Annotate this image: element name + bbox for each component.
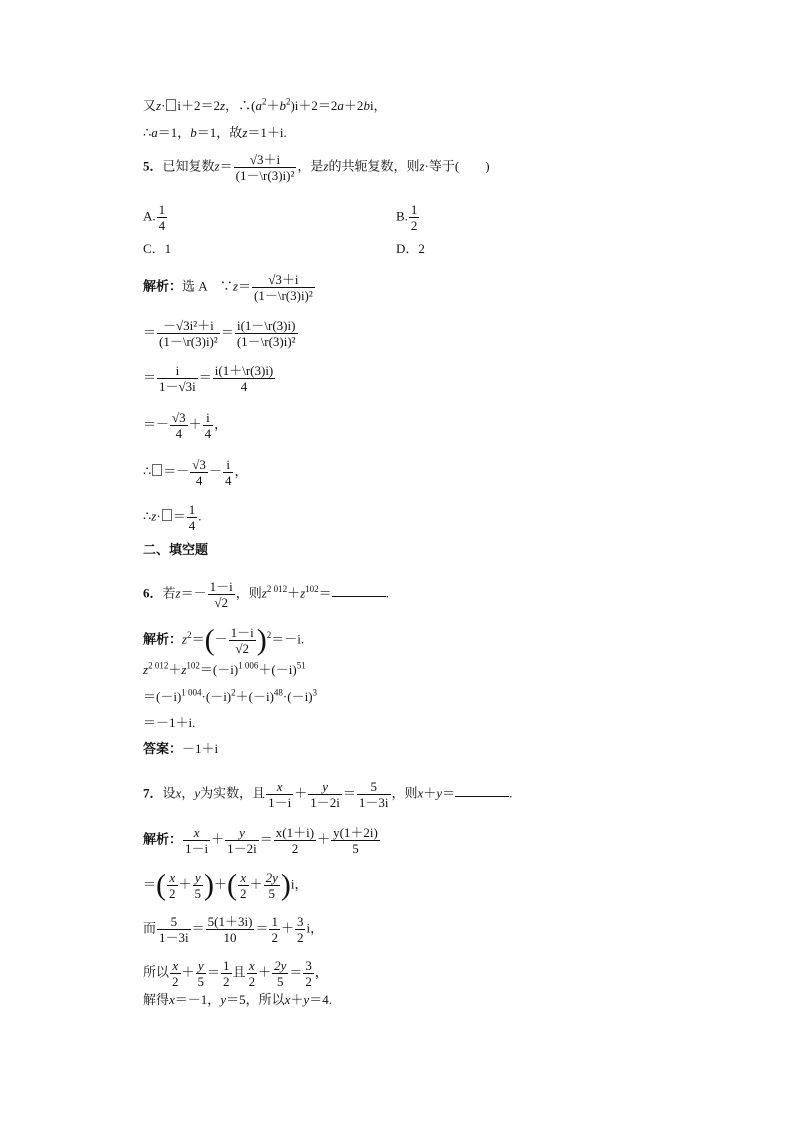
text: ＝(－i) xyxy=(143,689,182,704)
fraction xyxy=(157,914,191,945)
text: 选 A ∵ xyxy=(182,278,233,294)
missing-glyph-icon xyxy=(152,464,162,476)
fraction xyxy=(357,779,391,810)
numerator: 3 xyxy=(296,914,304,929)
denominator: 4 xyxy=(224,473,232,488)
answer-head: 答案： xyxy=(143,741,183,756)
denominator: (1－\r(3)i)² xyxy=(236,334,296,349)
numerator: x xyxy=(247,958,258,974)
denominator: √2 xyxy=(214,595,228,610)
text: ＋ xyxy=(211,831,225,847)
solution-line xyxy=(143,363,276,394)
text: ＝1，故 xyxy=(196,125,243,140)
text: ＋2 xyxy=(343,98,364,113)
text: ＋ xyxy=(258,964,272,980)
option-c: C．1 xyxy=(143,241,172,256)
denominator: 5 xyxy=(276,974,284,989)
numerator: 5 xyxy=(157,914,191,930)
numerator: 1 xyxy=(410,202,418,217)
numerator: 2y xyxy=(265,870,278,885)
var: z xyxy=(143,662,149,677)
text: ＝ xyxy=(172,508,186,524)
option-b xyxy=(396,202,420,233)
var: z xyxy=(175,585,181,601)
var: a xyxy=(151,125,158,140)
fraction xyxy=(183,825,210,856)
text: ＋ xyxy=(178,876,192,892)
numerator: x xyxy=(167,870,178,886)
denominator: 2 xyxy=(240,886,247,901)
numerator: －√3i²＋i xyxy=(157,318,220,334)
text: 解得 xyxy=(143,992,170,1007)
numerator: i(1＋\r(3)i) xyxy=(214,363,274,378)
text: ＝ xyxy=(238,278,252,294)
solution-line xyxy=(143,125,287,141)
denominator: 1－2i xyxy=(310,795,340,810)
text: ＋ xyxy=(294,785,308,801)
text: )i＋2＝2 xyxy=(290,98,338,113)
question-number: 7． xyxy=(143,785,163,801)
fraction xyxy=(196,958,207,989)
question-5 xyxy=(143,152,490,183)
denominator: 1－2i xyxy=(227,841,257,856)
text: ＋(－i) xyxy=(258,662,297,677)
denominator: 2 xyxy=(410,218,418,233)
exponent: 102 xyxy=(186,660,200,671)
solution-line xyxy=(143,870,307,901)
denominator: 4 xyxy=(195,473,203,488)
text: 已知复数 xyxy=(162,158,215,174)
denominator: 1－i xyxy=(185,841,209,856)
text: ＝ xyxy=(220,324,234,340)
fraction xyxy=(157,363,198,394)
text: . xyxy=(509,785,513,801)
fraction xyxy=(272,958,288,989)
numerator: √3＋i xyxy=(252,272,315,288)
fraction xyxy=(225,825,259,856)
solution-line xyxy=(143,914,323,945)
numerator: 2y xyxy=(274,958,287,973)
text: ＋ xyxy=(423,785,437,801)
question-6 xyxy=(143,579,389,610)
fraction xyxy=(221,958,232,989)
text: ＝ xyxy=(289,964,303,980)
var: z xyxy=(156,98,162,113)
denominator: 4 xyxy=(175,426,183,441)
numerator: √3 xyxy=(172,410,186,425)
var: y xyxy=(194,785,201,801)
solution-line: ＝－1＋i. xyxy=(143,715,196,730)
fraction xyxy=(264,870,280,901)
exponent: 3 xyxy=(312,687,318,698)
text: ＝ xyxy=(442,785,456,801)
exponent: 2 xyxy=(231,687,236,698)
denominator: (1－\r(3)i)² xyxy=(235,168,295,183)
text: ＋ xyxy=(181,964,195,980)
var: z xyxy=(323,158,329,174)
solution-head: 解析： xyxy=(143,278,183,294)
paren: ) xyxy=(204,868,215,902)
paren: ) xyxy=(280,868,291,902)
numerator: x xyxy=(238,870,249,886)
solution-line xyxy=(143,825,381,856)
denominator: 2 xyxy=(271,930,278,945)
text: ＝5，所以 xyxy=(226,992,285,1007)
solution-head: 解析： xyxy=(143,631,183,647)
solution-head: 解析： xyxy=(143,831,183,847)
text: ＝ xyxy=(191,631,205,647)
var: z xyxy=(220,98,226,113)
fraction xyxy=(266,779,293,810)
denominator: 4 xyxy=(188,518,196,533)
solution-line xyxy=(143,662,306,678)
var: z xyxy=(261,585,267,601)
text: ＋ xyxy=(214,876,228,892)
numerator: 1 xyxy=(188,502,196,517)
text: 若 xyxy=(162,585,176,601)
denominator: 2 xyxy=(169,886,176,901)
solution-line xyxy=(143,318,299,349)
solution-line xyxy=(143,992,332,1008)
text: ∴ xyxy=(143,463,152,479)
text: ， xyxy=(314,964,328,980)
var: z xyxy=(419,158,425,174)
solution-line xyxy=(143,272,316,303)
text: . xyxy=(385,585,389,601)
exponent: 2 xyxy=(187,630,192,641)
fraction xyxy=(409,202,420,233)
question-number: 5． xyxy=(143,158,163,174)
text: ＝ xyxy=(255,920,269,936)
answer-blank xyxy=(455,784,509,797)
exponent: 2 xyxy=(266,630,272,641)
text: ＝ xyxy=(198,369,212,385)
text: ，∴( xyxy=(225,98,256,113)
denominator: 2 xyxy=(172,974,179,989)
text: ＋(－i) xyxy=(235,689,274,704)
fraction xyxy=(247,958,258,989)
numerator: x(1＋i) xyxy=(275,825,315,840)
numerator: y xyxy=(308,779,342,795)
var: x xyxy=(417,785,424,801)
var: z xyxy=(214,158,220,174)
text: · xyxy=(424,158,429,174)
numerator: 1－i xyxy=(230,625,254,640)
fraction xyxy=(190,457,208,488)
exponent: 1 004 xyxy=(181,687,202,698)
var: y xyxy=(303,992,310,1007)
numerator: x xyxy=(266,779,293,795)
var: x xyxy=(169,992,175,1007)
text: ， xyxy=(214,416,228,432)
denominator: 4 xyxy=(158,218,166,233)
text: ＝－i. xyxy=(271,631,305,647)
numerator: x xyxy=(170,958,181,974)
numerator: 5 xyxy=(357,779,391,795)
answer-value: －1＋i xyxy=(182,741,219,756)
fraction xyxy=(206,914,255,945)
fraction xyxy=(234,152,297,183)
var: z xyxy=(182,631,188,647)
fraction xyxy=(238,870,249,901)
numerator: x xyxy=(183,825,210,841)
var: a xyxy=(337,98,344,113)
numerator: i xyxy=(203,410,214,426)
missing-glyph-icon xyxy=(162,509,172,521)
text: ＝ xyxy=(207,964,221,980)
numerator: 1 xyxy=(271,914,278,929)
option-label: B. xyxy=(396,208,408,224)
text: ＋ xyxy=(290,992,304,1007)
text: ， xyxy=(234,463,248,479)
denominator: 2 xyxy=(291,841,299,856)
solution-line xyxy=(143,689,317,705)
text: 且 xyxy=(232,964,246,980)
text: 为实数，且 xyxy=(200,785,266,801)
exponent: 1 006 xyxy=(238,660,259,671)
var: x xyxy=(284,992,291,1007)
denominator: 5 xyxy=(268,886,275,901)
paren: ( xyxy=(204,623,215,657)
fraction xyxy=(157,318,220,349)
paren: ( xyxy=(156,868,167,902)
var: b xyxy=(363,98,370,113)
option-d: D．2 xyxy=(396,241,425,256)
text: ， xyxy=(297,158,311,174)
fraction xyxy=(170,410,188,441)
denominator: 4 xyxy=(240,379,248,394)
fraction xyxy=(229,625,256,656)
fraction xyxy=(167,870,178,901)
text: ＝ xyxy=(259,831,273,847)
solution-line xyxy=(143,958,328,989)
numerator: 1 xyxy=(223,958,230,973)
text: 等于( ) xyxy=(428,158,490,174)
fraction xyxy=(223,457,234,488)
var: z xyxy=(151,508,157,524)
denominator: 1－3i xyxy=(159,930,189,945)
text: ∴ xyxy=(143,125,152,140)
text: 又 xyxy=(143,98,157,113)
exponent: 2 xyxy=(261,96,267,107)
fraction xyxy=(295,914,306,945)
text: ＝－1， xyxy=(174,992,221,1007)
paren: ( xyxy=(227,868,238,902)
text: · xyxy=(156,508,161,524)
numerator: 5(1＋3i) xyxy=(207,914,253,929)
fraction xyxy=(274,825,316,856)
text: ＋ xyxy=(317,831,331,847)
option-label: A. xyxy=(143,208,156,224)
paren: ) xyxy=(256,623,267,657)
question-7 xyxy=(143,779,512,810)
fraction xyxy=(193,870,204,901)
answer-line xyxy=(143,741,218,757)
text: 是 xyxy=(310,158,324,174)
numerator: i xyxy=(157,363,198,379)
solution-line xyxy=(143,457,247,488)
exponent: 51 xyxy=(296,660,306,671)
numerator: y(1＋2i) xyxy=(333,825,378,840)
text: ＋ xyxy=(266,98,280,113)
text: i， xyxy=(306,920,324,936)
text: ，则 xyxy=(235,585,262,601)
denominator: 2 xyxy=(305,974,312,989)
text: ＝ xyxy=(143,876,157,892)
fraction xyxy=(269,914,280,945)
text: ＝1， xyxy=(157,125,191,140)
denominator: (1－\r(3)i)² xyxy=(254,288,313,303)
fraction xyxy=(187,502,198,533)
fraction xyxy=(208,579,235,610)
text: ＝－ xyxy=(143,416,170,432)
var: z xyxy=(242,125,248,140)
var: y xyxy=(220,992,227,1007)
text: ＝ xyxy=(318,585,332,601)
numerator: √3＋i xyxy=(234,152,297,168)
text: ＝ xyxy=(342,785,356,801)
denominator: 1－i xyxy=(268,795,292,810)
denominator: 2 xyxy=(248,974,256,989)
solution-line xyxy=(143,625,304,656)
denominator: 1－3i xyxy=(358,795,389,810)
denominator: 5 xyxy=(352,841,359,856)
text: ＋ xyxy=(287,585,301,601)
text: ＋ xyxy=(168,662,182,677)
fraction xyxy=(252,272,315,303)
denominator: 1－√3i xyxy=(159,379,196,394)
section-title: 二、填空题 xyxy=(143,542,209,557)
text: 而 xyxy=(143,920,157,936)
var: b xyxy=(190,125,197,140)
numerator: 1－i xyxy=(209,579,233,594)
denominator: 4 xyxy=(204,426,212,441)
numerator: 3 xyxy=(305,958,312,973)
text: ＋ xyxy=(280,920,294,936)
fraction xyxy=(203,410,214,441)
text: ＝ xyxy=(191,920,205,936)
var: z xyxy=(232,278,238,294)
denominator: 10 xyxy=(223,930,237,945)
var: y xyxy=(436,785,443,801)
fraction xyxy=(331,825,380,856)
exponent: 2 012 xyxy=(148,660,169,671)
solution-line xyxy=(143,410,227,441)
text: ＝－ xyxy=(163,463,190,479)
denominator: 2 xyxy=(223,974,230,989)
answer-blank xyxy=(332,584,386,597)
text: ＋ xyxy=(188,416,202,432)
fraction xyxy=(170,958,181,989)
text: ·(－i) xyxy=(201,689,232,704)
solution-line xyxy=(143,98,387,114)
fraction xyxy=(303,958,314,989)
text: ＝(－i) xyxy=(199,662,239,677)
exponent: 2 012 xyxy=(266,584,288,595)
numerator: y xyxy=(225,825,259,841)
fraction xyxy=(213,363,275,394)
fraction xyxy=(308,779,342,810)
text: · xyxy=(161,98,166,113)
exponent: 48 xyxy=(273,687,283,698)
text: 所以 xyxy=(143,964,170,980)
text: ∴ xyxy=(143,508,152,524)
text: i＋2＝2 xyxy=(177,98,221,113)
solution-line xyxy=(143,502,201,533)
text: ·(－i) xyxy=(282,689,313,704)
text: － xyxy=(208,463,222,479)
var: b xyxy=(279,98,286,113)
denominator: 5 xyxy=(194,886,202,901)
text: ＋ xyxy=(249,876,263,892)
numerator: 1 xyxy=(158,202,166,217)
numerator: y xyxy=(193,870,204,886)
text: i， xyxy=(369,98,387,113)
denominator: 5 xyxy=(197,974,205,989)
denominator: (1－\r(3)i)² xyxy=(159,334,218,349)
option-a xyxy=(143,202,168,233)
numerator: y xyxy=(196,958,207,974)
fraction xyxy=(157,202,168,233)
var: a xyxy=(255,98,262,113)
text: ， xyxy=(181,785,195,801)
text: ＝ xyxy=(143,324,157,340)
text: i， xyxy=(290,876,308,892)
numerator: i(1－\r(3)i) xyxy=(235,318,298,334)
text: － xyxy=(214,631,228,647)
text: ＝ xyxy=(219,158,233,174)
text: ＝4. xyxy=(309,992,332,1007)
missing-glyph-icon xyxy=(166,99,176,111)
text: ，则 xyxy=(391,785,418,801)
fraction xyxy=(235,318,298,349)
text: . xyxy=(198,508,202,524)
denominator: 2 xyxy=(296,930,304,945)
text: 的共轭复数，则 xyxy=(328,158,420,174)
var: x xyxy=(175,785,182,801)
text: 设 xyxy=(162,785,176,801)
var: z xyxy=(300,585,306,601)
exponent: 102 xyxy=(305,584,319,595)
var: z xyxy=(181,662,187,677)
numerator: √3 xyxy=(192,457,206,472)
numerator: i xyxy=(223,457,234,473)
denominator: √2 xyxy=(235,641,249,656)
text: ＝1＋i. xyxy=(247,125,287,140)
text: ＝ xyxy=(143,369,157,385)
text: ＝－ xyxy=(180,585,207,601)
exponent: 2 xyxy=(285,96,291,107)
question-number: 6． xyxy=(143,585,163,601)
